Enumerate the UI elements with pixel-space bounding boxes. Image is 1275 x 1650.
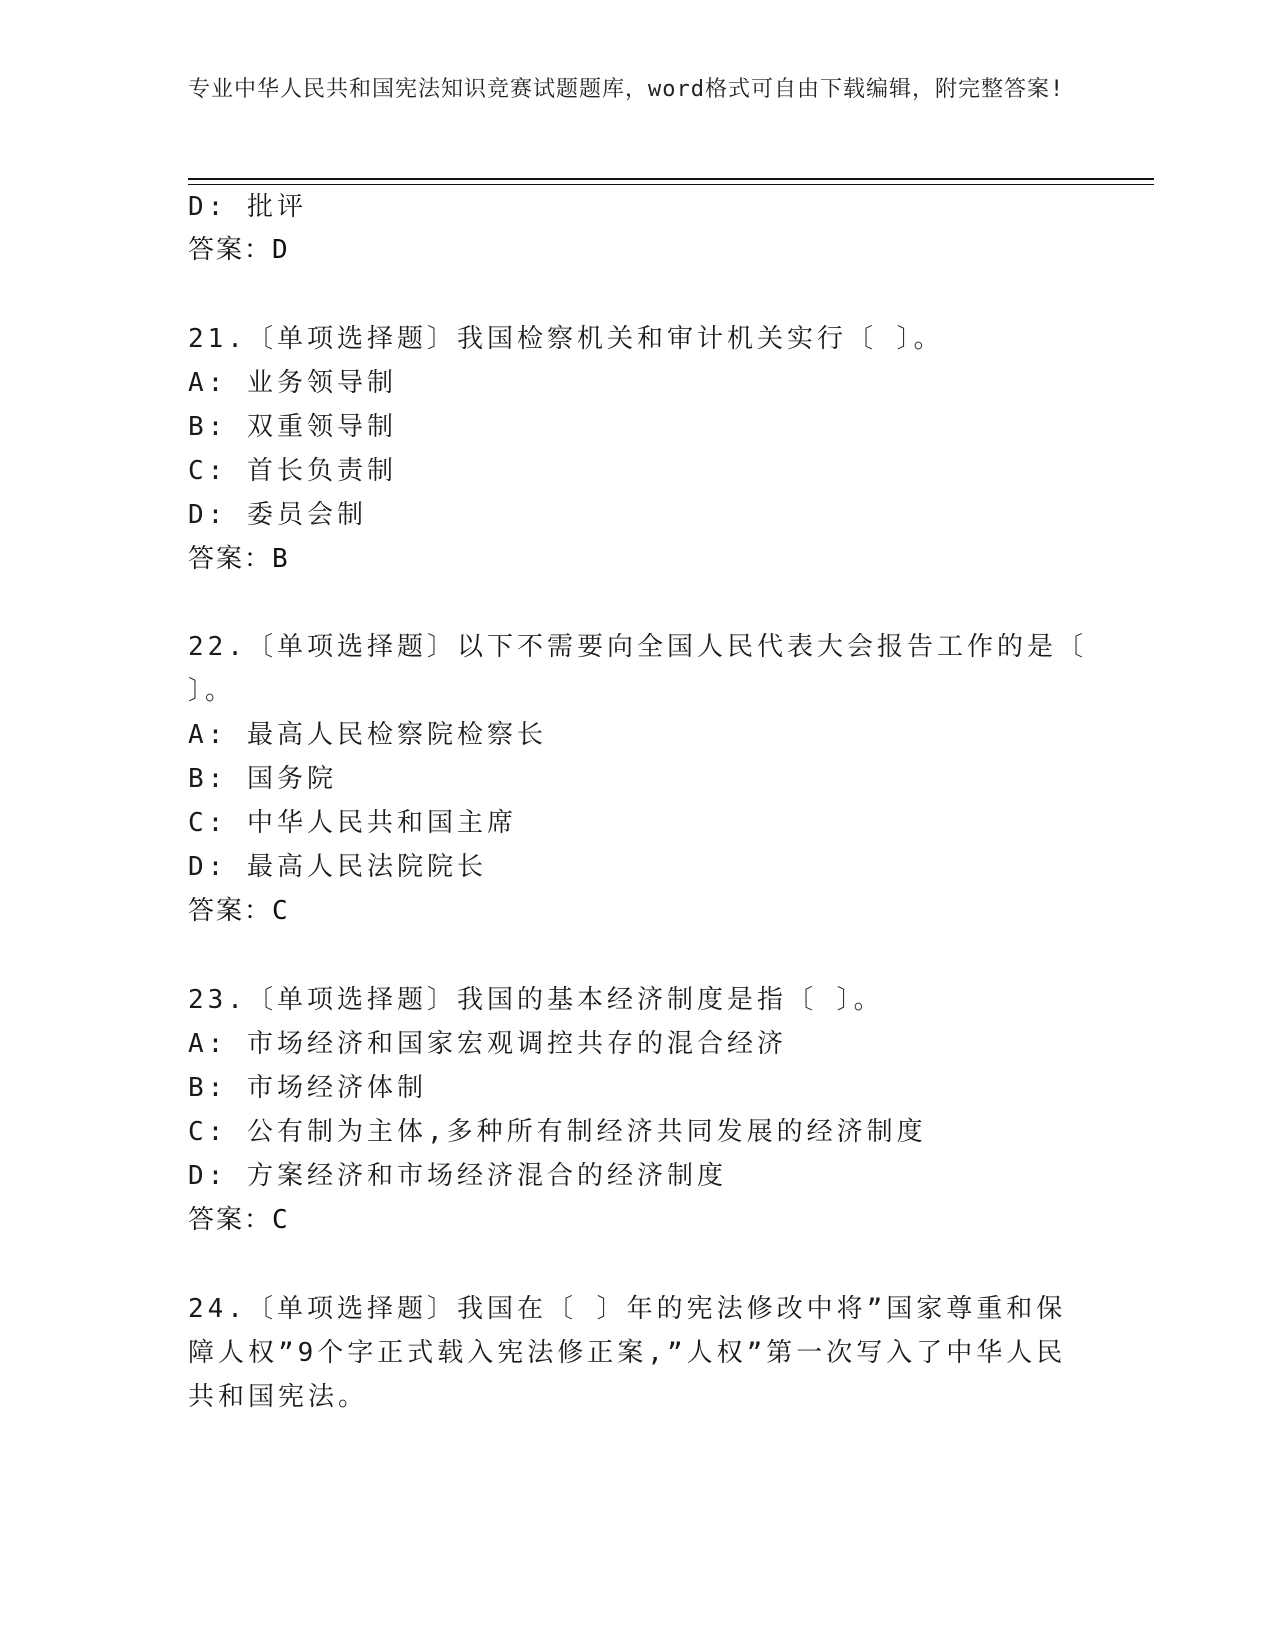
question-22-option-c: C: 中华人民共和国主席	[188, 808, 517, 838]
header-rule-thick	[188, 178, 1154, 180]
question-23-answer: 答案：C	[188, 1205, 290, 1235]
question-21-answer: 答案：B	[188, 544, 290, 574]
question-24-stem-line-1: 24.〔单项选择题〕我国在〔 〕年的宪法修改中将”国家尊重和保	[188, 1294, 1067, 1324]
question-22-option-a: A: 最高人民检察院检察长	[188, 720, 547, 750]
question-24-stem-line-3: 共和国宪法。	[188, 1382, 369, 1412]
question-22-option-d: D: 最高人民法院院长	[188, 852, 487, 882]
question-23-option-a: A: 市场经济和国家宏观调控共存的混合经济	[188, 1029, 787, 1059]
question-23-option-b: B: 市场经济体制	[188, 1073, 427, 1103]
question-22-option-b: B: 国务院	[188, 764, 337, 794]
answer: 答案：D	[188, 235, 290, 265]
question-21-option-d: D: 委员会制	[188, 500, 367, 530]
question-22-stem-line-1: 22.〔单项选择题〕以下不需要向全国人民代表大会报告工作的是〔	[188, 632, 1087, 662]
question-21-stem: 21.〔单项选择题〕我国检察机关和审计机关实行〔 〕。	[188, 324, 944, 354]
question-23-option-c: C: 公有制为主体,多种所有制经济共同发展的经济制度	[188, 1117, 927, 1147]
question-24-stem-line-2: 障人权”9个字正式载入宪法修正案,”人权”第一次写入了中华人民	[188, 1338, 1067, 1368]
page-header: 专业中华人民共和国宪法知识竞赛试题题库，word格式可自由下载编辑，附完整答案!	[188, 77, 1065, 102]
question-21-option-a: A: 业务领导制	[188, 368, 397, 398]
question-23-stem: 23.〔单项选择题〕我国的基本经济制度是指〔 〕。	[188, 985, 884, 1015]
header-rule-thin	[188, 184, 1154, 185]
question-22-answer: 答案：C	[188, 896, 290, 926]
option-d: D: 批评	[188, 192, 307, 222]
question-21-option-b: B: 双重领导制	[188, 412, 397, 442]
question-21-option-c: C: 首长负责制	[188, 456, 397, 486]
question-23-option-d: D: 方案经济和市场经济混合的经济制度	[188, 1161, 727, 1191]
question-22-stem-line-2: 〕。	[188, 676, 236, 706]
